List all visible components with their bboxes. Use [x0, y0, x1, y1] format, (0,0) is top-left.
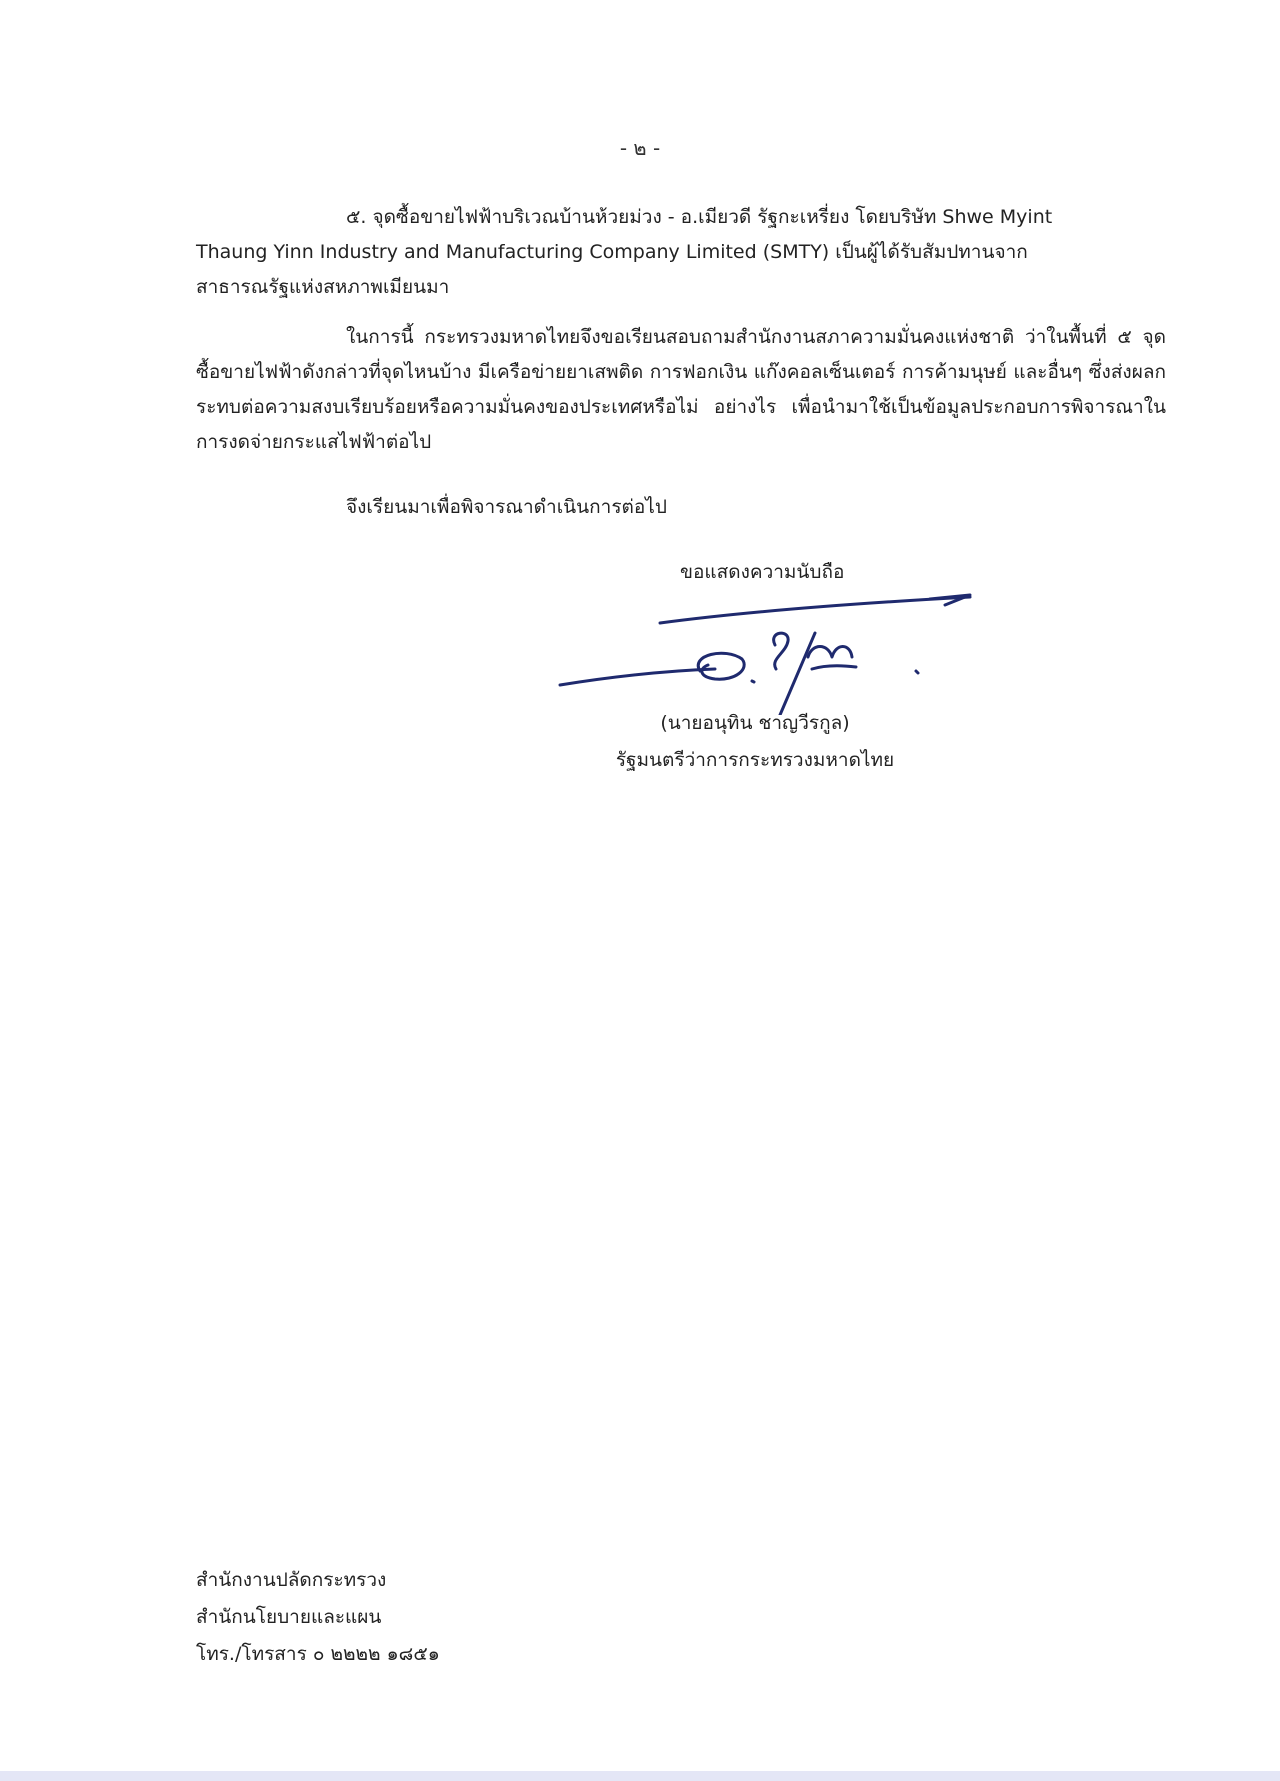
- page-number: - ๒ -: [619, 136, 661, 160]
- signature-letter-2: [808, 647, 852, 658]
- footer-contact-number: โทร./โทรสาร ๐ ๒๒๒๒ ๑๘๕๑: [196, 1643, 440, 1665]
- signature-top-stroke: [660, 597, 970, 623]
- scan-bottom-edge: [0, 1771, 1280, 1781]
- closing-salutation: ขอแสดงความนับถือ: [680, 561, 845, 583]
- signer-name: (นายอนุทิน ชาญวีรกูล): [660, 712, 850, 734]
- footer-contact: [196, 1562, 440, 1673]
- paragraph-item-5: [196, 200, 1166, 305]
- signer-block: [560, 705, 950, 779]
- handwritten-signature: [550, 585, 990, 715]
- signature-final-dot: [916, 671, 918, 673]
- signature-loop-o: [698, 653, 744, 679]
- footer-division: สำนักนโยบายและแผน: [196, 1606, 382, 1628]
- request-line: จึงเรียนมาเพื่อพิจารณาดำเนินการต่อไป: [346, 496, 667, 518]
- signature-dot: [752, 681, 754, 682]
- signature-baseline-stroke: [560, 669, 715, 685]
- paragraph-5-line-1: ๕. จุดซื้อขายไฟฟ้าบริเวณบ้านห้วยม่วง - อ.เมียวดี รัฐกะเหรี่ยง โดยบริษัท Shwe Myint: [346, 206, 1053, 228]
- inquiry-paragraph: ในการนี้ กระทรวงมหาดไทยจึงขอเรียนสอบถามสำนักงานสภาความมั่นคงแห่งชาติ ว่าในพื้นที่ ๕ จุดซื้อขายไฟฟ้าดังกล่าวที่จุดไหนบ้าง มีเครือข่ายยาเสพติด การฟอกเงิน แก๊งคอลเซ็นเตอร์ การค้ามนุษย์ และอื่นๆ ซึ่งส่งผลกระทบต่อความสงบเรียบร้อยหรือความมั่นคงของประเทศหรือไม่ อย่างไร เพื่อนำมาใช้เป็นข้อมูลประกอบการพิจารณาในการงดจ่ายกระแสไฟฟ้าต่อไป: [196, 326, 1166, 453]
- signature-underline: [812, 666, 856, 669]
- signature-graphic: [550, 585, 990, 715]
- paragraph-5-line-2: Thaung Yinn Industry and Manufacturing Company Limited (SMTY) เป็นผู้ได้รับสัมปทานจาก: [196, 241, 1028, 263]
- paragraph-5-line-3: สาธารณรัฐแห่งสหภาพเมียนมา: [196, 276, 450, 298]
- footer-office: สำนักงานปลัดกระทรวง: [196, 1569, 387, 1591]
- signature-letter-1: [774, 633, 789, 669]
- signer-position: รัฐมนตรีว่าการกระทรวงมหาดไทย: [615, 749, 895, 771]
